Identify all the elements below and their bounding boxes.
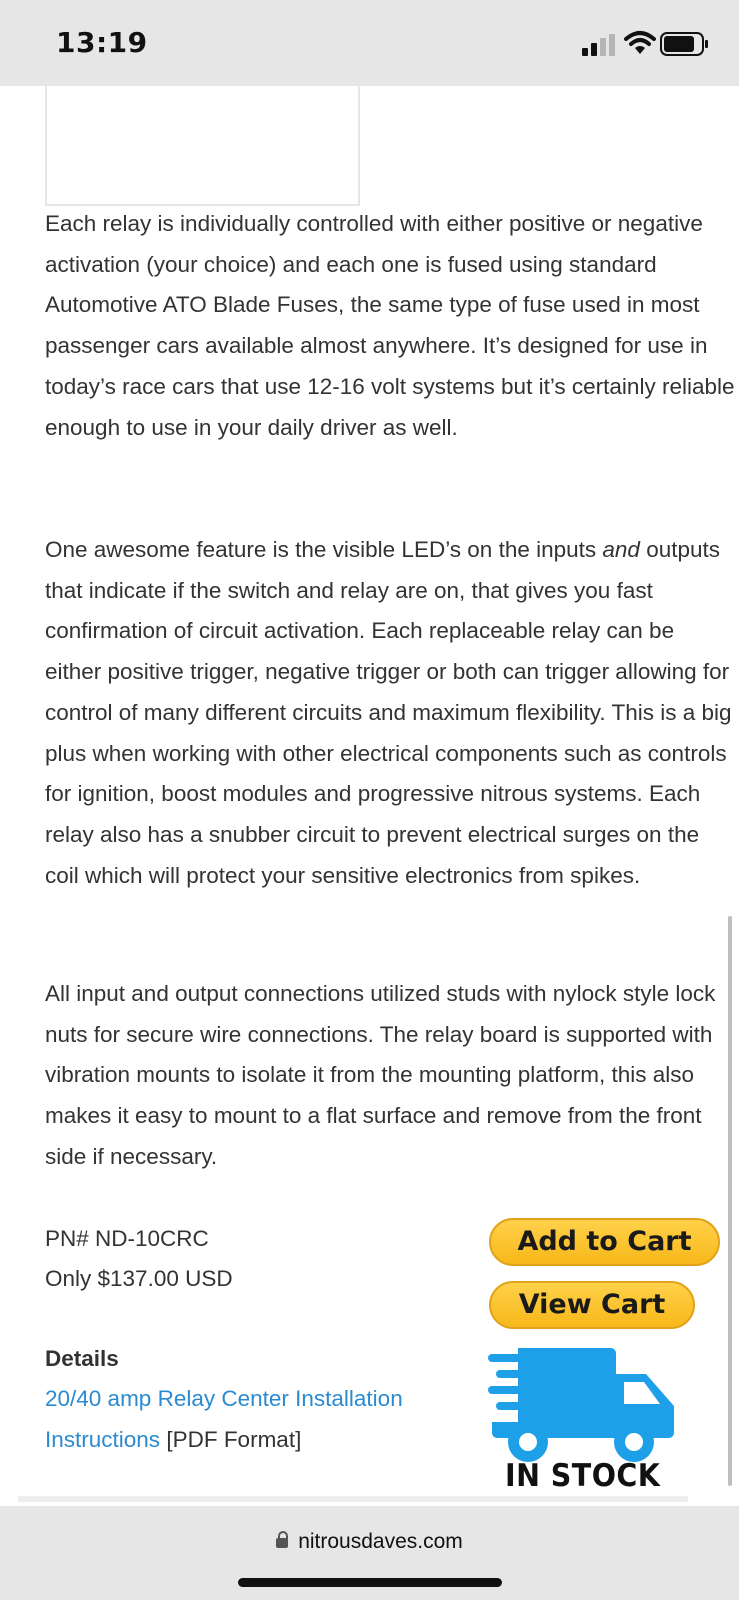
pdf-format-label: [PDF Format]	[160, 1426, 302, 1452]
delivery-truck-icon	[488, 1348, 688, 1468]
in-stock-label: IN STOCK	[505, 1458, 661, 1494]
paragraph-2-text-a: One awesome feature is the visible LED’s on the inputs	[45, 537, 603, 562]
installation-instructions-link[interactable]: 20/40 amp Relay Center Installation Instructions	[45, 1386, 403, 1452]
paragraph-2-emphasis: and	[602, 537, 640, 562]
paragraph-2-text-b: outputs that indicate if the switch and relay are on, that gives you fast confirmation of circuit activation. Each replaceable relay can be either positive trigger, negative trigger or both can trigger allowing for control of many different circuits and maximum flexibility. This is a big plus when working with other electrical components such as controls for ignition, boost modules and progressive nitrous systems. Each relay also has a snubber circuit to prevent electrical surges on the coil which will protect your sensitive electronics from spikes.	[45, 537, 732, 888]
product-image-frame	[45, 86, 360, 206]
browser-url-bar[interactable]	[0, 1506, 739, 1600]
description-paragraph-2	[45, 530, 735, 896]
part-number: PN# ND-10CRC	[45, 1226, 209, 1251]
description-paragraph-3: All input and output connections utilized studs with nylock style lock nuts for secure wire connections. The relay board is supported with vibration mounts to isolate it from the mounting platform, this also makes it easy to mount to a flat surface and remove from the front side if necessary.	[45, 981, 716, 1169]
divider	[18, 1496, 688, 1502]
wifi-icon	[624, 30, 656, 56]
add-to-cart-button[interactable]: Add to Cart	[489, 1218, 720, 1266]
battery-icon	[660, 32, 710, 56]
details-line	[45, 1379, 455, 1460]
lock-icon	[276, 1538, 288, 1548]
details-heading: Details	[45, 1346, 119, 1371]
status-bar	[0, 0, 739, 86]
url-text: nitrousdaves.com	[298, 1530, 463, 1553]
product-price: Only $137.00 USD	[45, 1266, 233, 1291]
scrollbar[interactable]	[728, 916, 732, 1486]
view-cart-button[interactable]: View Cart	[489, 1281, 695, 1329]
status-time: 13:19	[56, 26, 148, 59]
cellular-signal-icon	[582, 34, 616, 56]
home-indicator[interactable]	[238, 1578, 502, 1587]
description-paragraph-1: Each relay is individually controlled with either positive or negative activation (your choice) and each one is fused using standard Automotive ATO Blade Fuses, the same type of fuse used in most passenger cars available almost anywhere. It’s designed for use in today’s race cars that use 12-16 volt systems but it’s certainly reliable enough to use in your daily driver as well.	[45, 211, 735, 440]
url-display[interactable]	[0, 1530, 739, 1554]
page-content	[0, 86, 739, 1506]
